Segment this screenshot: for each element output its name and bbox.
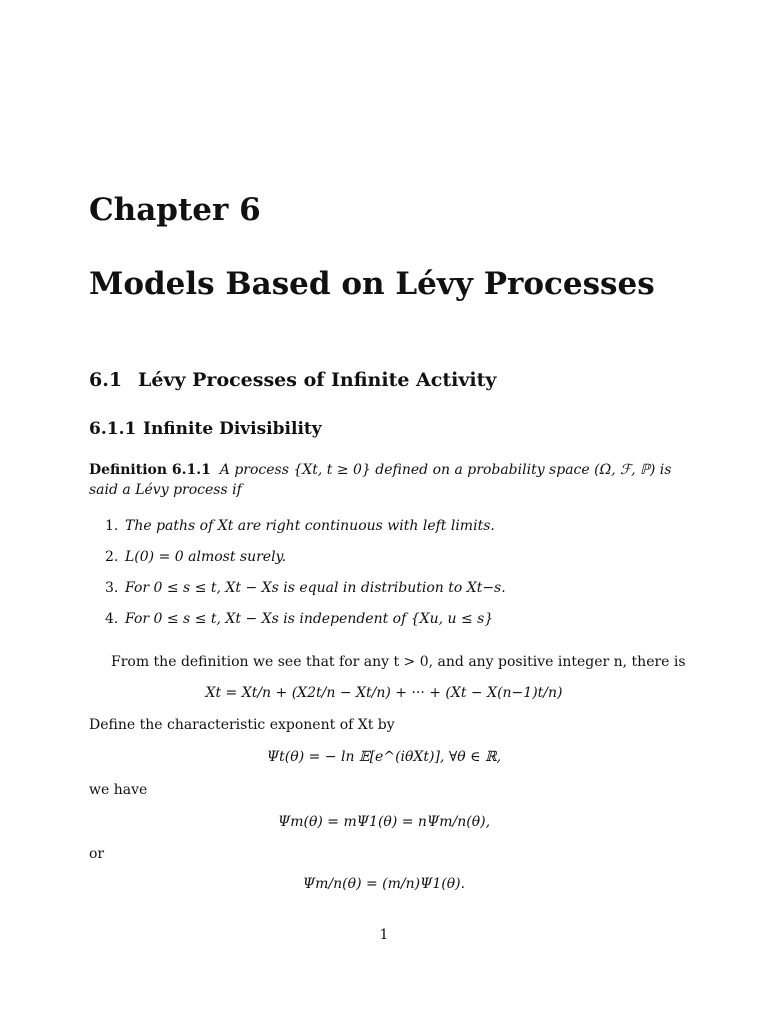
list-item-number: 1. — [105, 518, 119, 534]
paragraph: we have — [89, 782, 148, 798]
list-item-text: For 0 ≤ s ≤ t, Xt − Xs is independent of {Xu, u ≤ s} — [125, 611, 494, 627]
equation: Ψm/n(θ) = (m/n)Ψ1(θ). — [302, 876, 466, 892]
list-item-number: 3. — [105, 580, 119, 596]
subsection-number: 6.1.1 — [89, 419, 137, 439]
section-heading — [89, 369, 496, 391]
chapter-title: Models Based on Lévy Processes — [89, 266, 655, 302]
list-item-number: 4. — [105, 611, 119, 627]
section-title: Lévy Processes of Infinite Activity — [138, 369, 497, 391]
definition-text: A process {Xt, t ≥ 0} defined on a probability space (Ω, ℱ, ℙ) is said a Lévy process if — [89, 462, 672, 498]
list-item-text: The paths of Xt are right continuous with left limits. — [125, 518, 495, 534]
definition-label: Definition 6.1.1 — [89, 462, 211, 478]
section-number: 6.1 — [89, 369, 123, 391]
equation: Xt = Xt/n + (X2t/n − Xt/n) + ··· + (Xt − X(n−1)t/n) — [205, 685, 563, 701]
paragraph: Define the characteristic exponent of Xt by — [89, 717, 395, 733]
list-item — [105, 518, 495, 534]
list-item — [105, 549, 286, 565]
subsection-title: Infinite Divisibility — [143, 419, 322, 439]
paragraph: or — [89, 846, 105, 862]
list-item-number: 2. — [105, 549, 119, 565]
page-number: 1 — [379, 927, 389, 943]
subsection-heading — [89, 419, 322, 439]
list-item — [105, 611, 493, 627]
chapter-label: Chapter 6 — [89, 192, 261, 228]
list-item — [105, 580, 506, 596]
list-item-text: For 0 ≤ s ≤ t, Xt − Xs is equal in distribution to Xt−s. — [125, 580, 506, 596]
paragraph: From the definition we see that for any t > 0, and any positive integer n, there is — [111, 654, 686, 670]
list-item-text: L(0) = 0 almost surely. — [125, 549, 287, 565]
equation: Ψt(θ) = − ln 𝔼[e^(iθXt)], ∀θ ∈ ℝ, — [266, 749, 502, 765]
definition — [89, 460, 689, 500]
equation: Ψm(θ) = mΨ1(θ) = nΨm/n(θ), — [277, 814, 491, 830]
